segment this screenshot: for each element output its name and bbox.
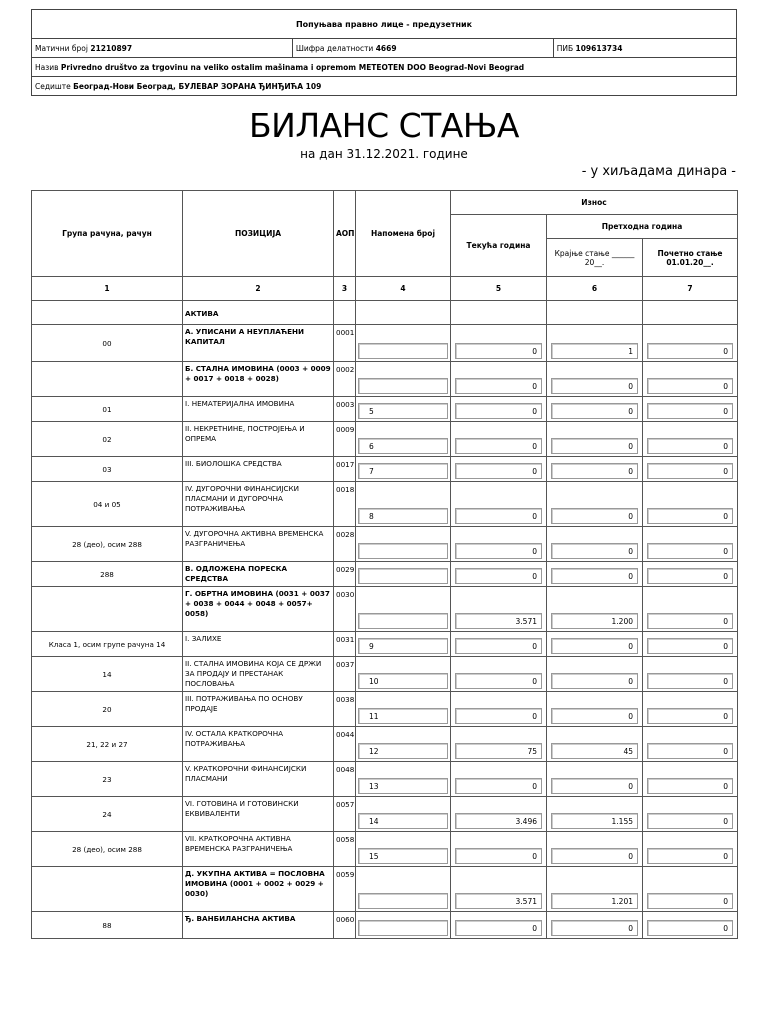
note-field[interactable]: 5	[358, 403, 448, 419]
current-year-field[interactable]: 75	[455, 743, 542, 759]
note-field[interactable]	[358, 543, 448, 559]
account-group: Класа 1, осим групе рачуна 14	[32, 632, 183, 657]
note-field[interactable]: 14	[358, 813, 448, 829]
document-title: БИЛАНС СТАЊА	[249, 106, 519, 145]
current-year-field[interactable]: 0	[455, 920, 542, 936]
current-year-field-cell	[451, 797, 547, 832]
company-seat: Седиште Београд-Нови Београд, БУЛЕВАР ЗОРАНА ЂИНЂИЋА 109	[32, 77, 737, 96]
position-label: А. УПИСАНИ А НЕУПЛАЋЕНИ КАПИТАЛ	[183, 325, 334, 362]
prev-end-field-cell	[547, 632, 643, 657]
account-group: 02	[32, 422, 183, 457]
current-year-field[interactable]: 0	[455, 463, 542, 479]
note-field[interactable]: 9	[358, 638, 448, 654]
current-year-field-cell	[451, 762, 547, 797]
current-year-field[interactable]: 3.571	[455, 613, 542, 629]
account-group: 24	[32, 797, 183, 832]
prev-end-field-cell	[547, 657, 643, 692]
aop-code: 0002	[334, 362, 356, 397]
note-field[interactable]: 13	[358, 778, 448, 794]
prev-end-field[interactable]: 1.201	[551, 893, 638, 909]
prev-start-field[interactable]: 0	[647, 813, 733, 829]
col-note-header: Напомена број	[356, 191, 451, 277]
position-label: IV. ДУГОРОЧНИ ФИНАНСИЈСКИ ПЛАСМАНИ И ДУГОРОЧНА ПОТРАЖИВАЊА	[183, 482, 334, 527]
current-year-field[interactable]: 0	[455, 568, 542, 584]
prev-end-field-cell	[547, 867, 643, 912]
table-row	[32, 832, 738, 867]
prev-start-field-cell	[643, 797, 738, 832]
prev-start-field[interactable]: 0	[647, 403, 733, 419]
company-header	[31, 9, 737, 96]
prev-start-field-cell	[643, 912, 738, 939]
account-group: 28 (део), осим 288	[32, 527, 183, 562]
note-field-cell	[356, 325, 451, 362]
note-field-cell	[356, 562, 451, 587]
current-year-field-cell	[451, 727, 547, 762]
prev-end-field[interactable]: 0	[551, 708, 638, 724]
table-row	[32, 325, 738, 362]
table-row	[32, 867, 738, 912]
current-year-field[interactable]: 0	[455, 638, 542, 654]
aop-code: 0028	[334, 527, 356, 562]
account-group: 28 (део), осим 288	[32, 832, 183, 867]
table-row	[32, 762, 738, 797]
prev-end-field[interactable]: 1.155	[551, 813, 638, 829]
table-row	[32, 912, 738, 939]
col-group-header: Група рачуна, рачун	[32, 191, 183, 277]
table-row	[32, 482, 738, 527]
prev-end-field-cell	[547, 397, 643, 422]
current-year-field-cell	[451, 692, 547, 727]
prev-start-field[interactable]: 0	[647, 638, 733, 654]
prev-start-field-cell	[643, 657, 738, 692]
activity-code: Шифра делатности 4669	[292, 39, 553, 58]
current-year-field-cell	[451, 657, 547, 692]
prev-end-field[interactable]: 0	[551, 673, 638, 689]
current-year-field-cell	[451, 482, 547, 527]
prev-start-field[interactable]: 0	[647, 778, 733, 794]
account-group: 04 и 05	[32, 482, 183, 527]
table-row	[32, 587, 738, 632]
position-label: IV. ОСТАЛА КРАТКОРОЧНА ПОТРАЖИВАЊА	[183, 727, 334, 762]
col-current-header: Текућа година	[451, 215, 547, 277]
position-label: I. НЕМАТЕРИЈАЛНА ИМОВИНА	[183, 397, 334, 422]
account-group: 00	[32, 325, 183, 362]
prev-start-field[interactable]: 0	[647, 543, 733, 559]
prev-start-field[interactable]: 0	[647, 893, 733, 909]
tax-id: ПИБ 109613734	[553, 39, 736, 58]
prev-start-field[interactable]: 0	[647, 378, 733, 394]
position-label: Д. УКУПНА АКТИВА = ПОСЛОВНА ИМОВИНА (0001 + 0002 + 0029 + 0030)	[183, 867, 334, 912]
note-field-cell	[356, 527, 451, 562]
prev-start-field[interactable]: 0	[647, 568, 733, 584]
current-year-field-cell	[451, 397, 547, 422]
aop-code: 0029	[334, 562, 356, 587]
prev-end-field-cell	[547, 797, 643, 832]
account-group: 23	[32, 762, 183, 797]
prev-start-field-cell	[643, 762, 738, 797]
aop-code: 0009	[334, 422, 356, 457]
prev-end-field-cell	[547, 527, 643, 562]
current-year-field[interactable]: 3.496	[455, 813, 542, 829]
prev-end-field-cell	[547, 562, 643, 587]
note-field-cell	[356, 422, 451, 457]
note-field-cell	[356, 457, 451, 482]
current-year-field-cell	[451, 867, 547, 912]
prev-end-field[interactable]: 0	[551, 463, 638, 479]
prev-start-field[interactable]: 0	[647, 673, 733, 689]
current-year-field[interactable]: 0	[455, 543, 542, 559]
note-field-cell	[356, 867, 451, 912]
prev-start-field[interactable]: 0	[647, 438, 733, 454]
position-label: III. ПОТРАЖИВАЊА ПО ОСНОВУ ПРОДАЈЕ	[183, 692, 334, 727]
prev-start-field-cell	[643, 692, 738, 727]
aop-code: 0058	[334, 832, 356, 867]
table-row	[32, 562, 738, 587]
prev-end-field-cell	[547, 422, 643, 457]
prev-start-field-cell	[643, 325, 738, 362]
note-field[interactable]: 6	[358, 438, 448, 454]
col-prev-start-header: Почетно стање 01.01.20__.	[643, 239, 738, 277]
note-field-cell	[356, 727, 451, 762]
prev-start-field[interactable]: 0	[647, 848, 733, 864]
aop-code: 0037	[334, 657, 356, 692]
table-row	[32, 797, 738, 832]
table-row	[32, 397, 738, 422]
aop-code: 0059	[334, 867, 356, 912]
account-group: 288	[32, 562, 183, 587]
account-group: 88	[32, 912, 183, 939]
document-date: на дан 31.12.2021. године	[300, 147, 468, 161]
position-label: II. СТАЛНА ИМОВИНА КОЈА СЕ ДРЖИ ЗА ПРОДАЈУ И ПРЕСТАНАК ПОСЛОВАЊА	[183, 657, 334, 692]
aop-code: 0038	[334, 692, 356, 727]
table-row	[32, 527, 738, 562]
units-note: - у хиљадама динара -	[581, 164, 736, 179]
prev-end-field[interactable]: 0	[551, 778, 638, 794]
prev-start-field[interactable]: 0	[647, 708, 733, 724]
aop-code: 0057	[334, 797, 356, 832]
prev-end-field-cell	[547, 482, 643, 527]
aop-code: 0060	[334, 912, 356, 939]
prev-end-field-cell	[547, 832, 643, 867]
prev-start-field[interactable]: 0	[647, 920, 733, 936]
note-field-cell	[356, 397, 451, 422]
current-year-field[interactable]: 0	[455, 343, 542, 359]
note-field-cell	[356, 692, 451, 727]
account-group: 21, 22 и 27	[32, 727, 183, 762]
prev-end-field[interactable]: 1.200	[551, 613, 638, 629]
prev-start-field-cell	[643, 422, 738, 457]
col-number: 2	[183, 277, 334, 301]
prev-end-field-cell	[547, 325, 643, 362]
current-year-field-cell	[451, 362, 547, 397]
current-year-field[interactable]: 0	[455, 708, 542, 724]
current-year-field[interactable]: 0	[455, 508, 542, 524]
current-year-field[interactable]: 0	[455, 438, 542, 454]
aktiva-label: АКТИВА	[183, 301, 334, 325]
prev-end-field[interactable]: 0	[551, 378, 638, 394]
prev-start-field-cell	[643, 457, 738, 482]
prev-end-field-cell	[547, 362, 643, 397]
col-number: 4	[356, 277, 451, 301]
account-group: 03	[32, 457, 183, 482]
prev-end-field[interactable]: 45	[551, 743, 638, 759]
table-row	[32, 362, 738, 397]
table-row	[32, 657, 738, 692]
col-aop-header: АОП	[334, 191, 356, 277]
current-year-field-cell	[451, 832, 547, 867]
aop-code: 0031	[334, 632, 356, 657]
account-group: 01	[32, 397, 183, 422]
filler-caption: Попуњава правно лице - предузетник	[32, 10, 737, 39]
prev-end-field[interactable]: 0	[551, 638, 638, 654]
current-year-field-cell	[451, 527, 547, 562]
position-label: I. ЗАЛИХЕ	[183, 632, 334, 657]
table-row	[32, 692, 738, 727]
prev-start-field-cell	[643, 482, 738, 527]
note-field-cell	[356, 587, 451, 632]
col-position-header: ПОЗИЦИЈА	[183, 191, 334, 277]
current-year-field-cell	[451, 422, 547, 457]
current-year-field-cell	[451, 457, 547, 482]
prev-end-field[interactable]: 0	[551, 508, 638, 524]
prev-end-field[interactable]: 0	[551, 848, 638, 864]
position-label: III. БИОЛОШКА СРЕДСТВА	[183, 457, 334, 482]
prev-end-field-cell	[547, 912, 643, 939]
position-label: V. ДУГОРОЧНА АКТИВНА ВРЕМЕНСКА РАЗГРАНИЧЕЊА	[183, 527, 334, 562]
note-field[interactable]: 8	[358, 508, 448, 524]
col-number: 1	[32, 277, 183, 301]
company-name: Назив Privredno društvo za trgovinu na veliko ostalim mašinama i opremom METEOTEN DOO Beograd-Novi Beograd	[32, 58, 737, 77]
note-field-cell	[356, 832, 451, 867]
current-year-field-cell	[451, 587, 547, 632]
table-row	[32, 632, 738, 657]
prev-start-field[interactable]: 0	[647, 743, 733, 759]
note-field[interactable]	[358, 378, 448, 394]
prev-start-field-cell	[643, 362, 738, 397]
prev-start-field-cell	[643, 727, 738, 762]
position-label: VII. КРАТКОРОЧНА АКТИВНА ВРЕМЕНСКА РАЗГРАНИЧЕЊА	[183, 832, 334, 867]
note-field[interactable]: 15	[358, 848, 448, 864]
col-number: 3	[334, 277, 356, 301]
prev-start-field[interactable]: 0	[647, 613, 733, 629]
prev-start-field-cell	[643, 527, 738, 562]
aop-code: 0017	[334, 457, 356, 482]
account-group	[32, 867, 183, 912]
prev-start-field-cell	[643, 397, 738, 422]
note-field[interactable]	[358, 343, 448, 359]
table-row	[32, 422, 738, 457]
account-group	[32, 587, 183, 632]
note-field[interactable]: 11	[358, 708, 448, 724]
col-previous-header: Претходна година	[547, 215, 738, 239]
note-field[interactable]	[358, 893, 448, 909]
prev-start-field-cell	[643, 832, 738, 867]
note-field-cell	[356, 362, 451, 397]
prev-end-field[interactable]: 0	[551, 543, 638, 559]
note-field[interactable]: 12	[358, 743, 448, 759]
account-group: 20	[32, 692, 183, 727]
prev-end-field-cell	[547, 692, 643, 727]
position-label: Б. СТАЛНА ИМОВИНА (0003 + 0009 + 0017 + 0018 + 0028)	[183, 362, 334, 397]
table-row	[32, 457, 738, 482]
note-field-cell	[356, 657, 451, 692]
position-label: VI. ГОТОВИНА И ГОТОВИНСКИ ЕКВИВАЛЕНТИ	[183, 797, 334, 832]
prev-end-field[interactable]: 0	[551, 438, 638, 454]
account-group	[32, 362, 183, 397]
prev-start-field-cell	[643, 867, 738, 912]
current-year-field[interactable]: 3.571	[455, 893, 542, 909]
prev-end-field[interactable]: 0	[551, 920, 638, 936]
current-year-field[interactable]: 0	[455, 848, 542, 864]
current-year-field[interactable]: 0	[455, 673, 542, 689]
prev-start-field[interactable]: 0	[647, 463, 733, 479]
aop-code: 0030	[334, 587, 356, 632]
position-label: Г. ОБРТНА ИМОВИНА (0031 + 0037 + 0038 + 0044 + 0048 + 0057+ 0058)	[183, 587, 334, 632]
aop-code: 0003	[334, 397, 356, 422]
note-field[interactable]	[358, 920, 448, 936]
current-year-field-cell	[451, 912, 547, 939]
aop-code: 0048	[334, 762, 356, 797]
position-label: V. КРАТКОРОЧНИ ФИНАНСИЈСКИ ПЛАСМАНИ	[183, 762, 334, 797]
col-number: 7	[643, 277, 738, 301]
registration-number: Матични број 21210897	[32, 39, 293, 58]
prev-end-field[interactable]: 0	[551, 568, 638, 584]
prev-end-field-cell	[547, 762, 643, 797]
current-year-field-cell	[451, 632, 547, 657]
prev-end-field-cell	[547, 727, 643, 762]
note-field-cell	[356, 797, 451, 832]
current-year-field-cell	[451, 562, 547, 587]
aktiva-blank	[32, 301, 183, 325]
col-prev-end-header: Крајње стање ______ 20__.	[547, 239, 643, 277]
col-number: 6	[547, 277, 643, 301]
aop-code: 0001	[334, 325, 356, 362]
balance-sheet-table	[31, 190, 738, 939]
prev-start-field[interactable]: 0	[647, 343, 733, 359]
current-year-field[interactable]: 0	[455, 378, 542, 394]
aop-code: 0044	[334, 727, 356, 762]
prev-end-field-cell	[547, 457, 643, 482]
col-number: 5	[451, 277, 547, 301]
account-group: 14	[32, 657, 183, 692]
note-field-cell	[356, 482, 451, 527]
prev-end-field-cell	[547, 587, 643, 632]
note-field[interactable]: 10	[358, 673, 448, 689]
current-year-field[interactable]: 0	[455, 778, 542, 794]
current-year-field[interactable]: 0	[455, 403, 542, 419]
prev-start-field[interactable]: 0	[647, 508, 733, 524]
note-field-cell	[356, 762, 451, 797]
col-amount-header: Износ	[451, 191, 738, 215]
note-field[interactable]: 7	[358, 463, 448, 479]
prev-end-field[interactable]: 0	[551, 403, 638, 419]
table-row	[32, 727, 738, 762]
prev-end-field[interactable]: 1	[551, 343, 638, 359]
aop-code: 0018	[334, 482, 356, 527]
note-field-cell	[356, 912, 451, 939]
prev-start-field-cell	[643, 562, 738, 587]
note-field[interactable]	[358, 568, 448, 584]
position-label: В. ОДЛОЖЕНА ПОРЕСКА СРЕДСТВА	[183, 562, 334, 587]
note-field[interactable]	[358, 613, 448, 629]
prev-start-field-cell	[643, 632, 738, 657]
position-label: II. НЕКРЕТНИНЕ, ПОСТРОЈЕЊА И ОПРЕМА	[183, 422, 334, 457]
position-label: Ђ. ВАНБИЛАНСНА АКТИВА	[183, 912, 334, 939]
prev-start-field-cell	[643, 587, 738, 632]
note-field-cell	[356, 632, 451, 657]
current-year-field-cell	[451, 325, 547, 362]
